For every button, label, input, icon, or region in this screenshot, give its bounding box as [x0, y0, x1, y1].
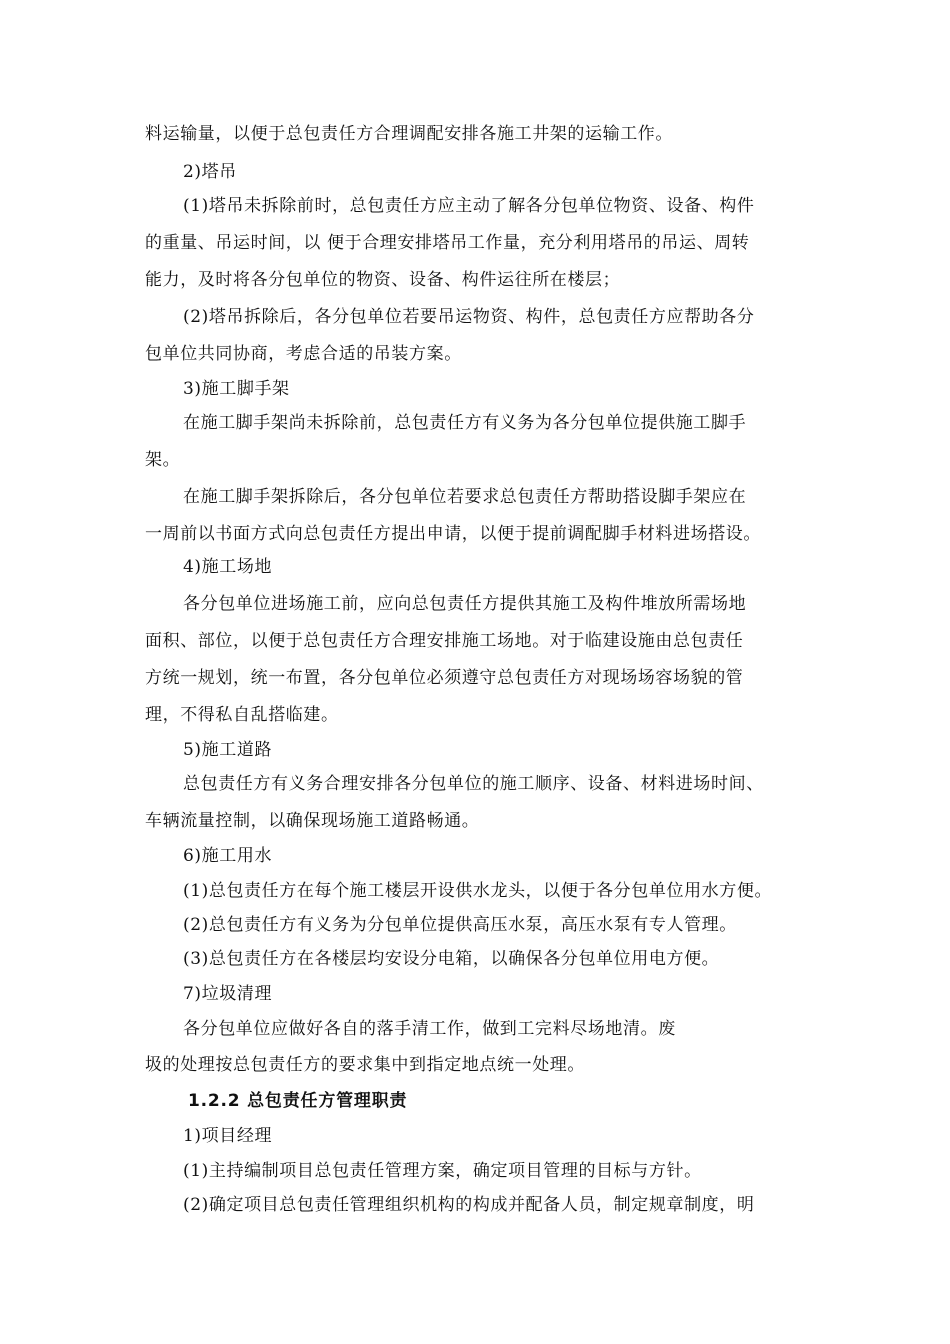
text-line: 圾的处理按总包责任方的要求集中到指定地点统一处理。 — [145, 1055, 585, 1075]
text-line: 包单位共同协商，考虑合适的吊装方案。 — [145, 344, 462, 364]
subsection-title: 1.2.2 总包责任方管理职责 — [188, 1091, 408, 1111]
text-line: (2)总包责任方有义务为分包单位提供高压水泵，高压水泵有专人管理。 — [183, 915, 737, 935]
text-line: (2)确定项目总包责任管理组织机构的构成并配备人员，制定规章制度，明 — [183, 1195, 755, 1215]
text-line: 的重量、吊运时间，以 便于合理安排塔吊工作量，充分利用塔吊的吊运、周转 — [145, 233, 750, 253]
text-line: 能力，及时将各分包单位的物资、设备、构件运往所在楼层； — [145, 270, 621, 290]
text-line: 在施工脚手架拆除后，各分包单位若要求总包责任方帮助搭设脚手架应在 — [183, 487, 747, 507]
section-heading: 1)项目经理 — [183, 1126, 273, 1146]
text-line: 总包责任方有义务合理安排各分包单位的施工顺序、设备、材料进场时间、 — [183, 774, 764, 794]
text-line: 各分包单位应做好各自的落手清工作，做到工完料尽场地清。废 — [183, 1019, 676, 1039]
section-heading: 3)施工脚手架 — [183, 379, 290, 399]
text-line: (3)总包责任方在各楼层均安设分电箱，以确保各分包单位用电方便。 — [183, 949, 720, 969]
section-heading: 7)垃圾清理 — [183, 984, 273, 1004]
text-line: (1)主持编制项目总包责任管理方案，确定项目管理的目标与方针。 — [183, 1161, 702, 1181]
text-line: 车辆流量控制，以确保现场施工道路畅通。 — [145, 811, 480, 831]
text-line: 各分包单位进场施工前，应向总包责任方提供其施工及构件堆放所需场地 — [183, 594, 747, 614]
section-heading: 4)施工场地 — [183, 557, 273, 577]
text-line: (1)总包责任方在每个施工楼层开设供水龙头，以便于各分包单位用水方便。 — [183, 881, 773, 901]
text-line: 面积、部位，以便于总包责任方合理安排施工场地。对于临建设施由总包责任 — [145, 631, 744, 651]
text-line: (1)塔吊未拆除前时，总包责任方应主动了解各分包单位物资、设备、构件 — [183, 196, 755, 216]
text-line: 一周前以书面方式向总包责任方提出申请，以便于提前调配脚手材料进场搭设。 — [145, 524, 761, 544]
text-line: (2)塔吊拆除后，各分包单位若要吊运物资、构件，总包责任方应帮助各分 — [183, 307, 755, 327]
text-line: 理，不得私自乱搭临建。 — [145, 705, 339, 725]
text-line: 在施工脚手架尚未拆除前，总包责任方有义务为各分包单位提供施工脚手 — [183, 413, 747, 433]
section-heading: 6)施工用水 — [183, 846, 273, 866]
text-line: 料运输量，以便于总包责任方合理调配安排各施工井架的运输工作。 — [145, 124, 673, 144]
section-heading: 5)施工道路 — [183, 740, 273, 760]
text-line: 架。 — [145, 450, 181, 470]
section-heading: 2)塔吊 — [183, 162, 237, 182]
text-line: 方统一规划，统一布置，各分包单位必须遵守总包责任方对现场场容场貌的管 — [145, 668, 744, 688]
